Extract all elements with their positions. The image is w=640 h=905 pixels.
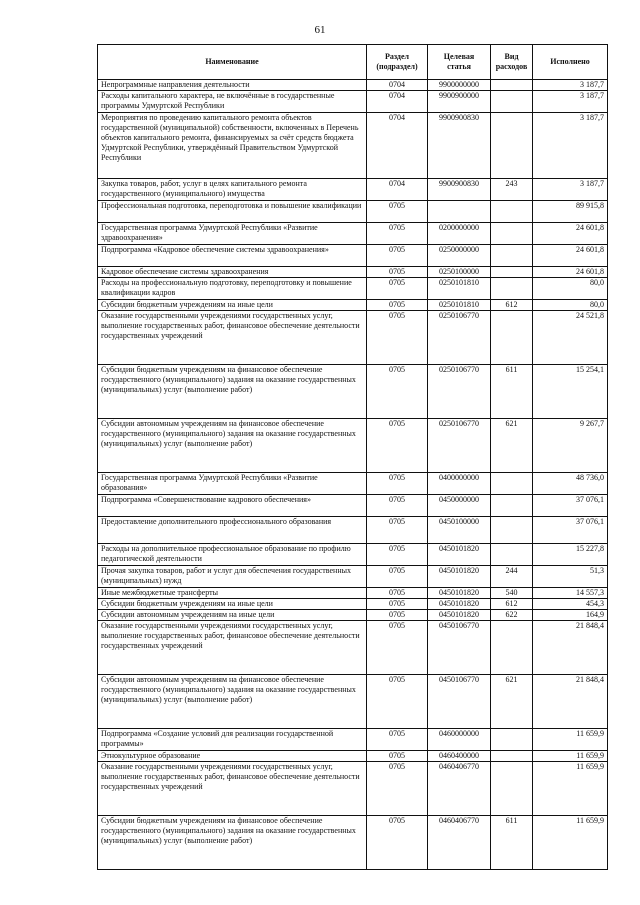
row-section: 0705	[367, 495, 428, 517]
header-executed: Исполнено	[533, 45, 608, 80]
row-amount: 3 187,7	[533, 113, 608, 179]
row-amount: 11 659,9	[533, 816, 608, 870]
row-amount: 11 659,9	[533, 729, 608, 751]
row-amount: 11 659,9	[533, 762, 608, 816]
row-target: 0460406770	[428, 762, 491, 816]
row-section: 0705	[367, 311, 428, 365]
row-name: Субсидии автономным учреждениям на иные цели	[98, 610, 367, 621]
row-amount: 21 848,4	[533, 621, 608, 675]
page-number: 61	[314, 24, 326, 36]
row-kind	[491, 201, 533, 223]
row-section: 0705	[367, 473, 428, 495]
row-target: 9900900830	[428, 113, 491, 179]
row-target: 0450101820	[428, 544, 491, 566]
row-amount: 3 187,7	[533, 80, 608, 91]
row-section: 0705	[367, 245, 428, 267]
table-row	[98, 113, 608, 179]
row-amount: 9 267,7	[533, 419, 608, 473]
row-kind	[491, 113, 533, 179]
row-kind: 611	[491, 365, 533, 419]
row-amount: 454,3	[533, 599, 608, 610]
row-kind: 540	[491, 588, 533, 599]
table-row	[98, 517, 608, 544]
row-kind	[491, 245, 533, 267]
row-section: 0705	[367, 267, 428, 278]
row-kind	[491, 517, 533, 544]
row-target: 0250000000	[428, 245, 491, 267]
row-kind: 612	[491, 599, 533, 610]
row-section: 0704	[367, 80, 428, 91]
table-row	[98, 278, 608, 300]
row-name: Государственная программа Удмуртской Республики «Развитие здравоохранения»	[98, 223, 367, 245]
row-name: Субсидии автономным учреждениям на финансовое обеспечение государственного (муниципального) задания на оказание государственных (муниципальных) услуг (выполнение работ)	[98, 419, 367, 473]
row-section: 0705	[367, 300, 428, 311]
row-name: Кадровое обеспечение системы здравоохранения	[98, 267, 367, 278]
row-kind	[491, 473, 533, 495]
row-kind	[491, 278, 533, 300]
row-amount: 89 915,8	[533, 201, 608, 223]
row-name: Оказание государственными учреждениями государственных услуг, выполнение государственных работ, финансовое обеспечение деятельности государственных учреждений	[98, 762, 367, 816]
row-amount: 15 254,1	[533, 365, 608, 419]
table-row	[98, 599, 608, 610]
row-target: 0460000000	[428, 729, 491, 751]
table-row	[98, 245, 608, 267]
table-row	[98, 201, 608, 223]
row-section: 0705	[367, 544, 428, 566]
row-name: Государственная программа Удмуртской Республики «Развитие образования»	[98, 473, 367, 495]
row-target: 0450106770	[428, 675, 491, 729]
row-section: 0705	[367, 365, 428, 419]
row-target: 0450106770	[428, 621, 491, 675]
table-row	[98, 419, 608, 473]
row-kind: 612	[491, 300, 533, 311]
row-target: 0250101810	[428, 300, 491, 311]
row-section: 0705	[367, 599, 428, 610]
row-target: 0450101820	[428, 610, 491, 621]
row-name: Подпрограмма «Кадровое обеспечение системы здравоохранения»	[98, 245, 367, 267]
table-row	[98, 473, 608, 495]
table-row	[98, 675, 608, 729]
table-row	[98, 495, 608, 517]
table-row	[98, 179, 608, 201]
row-name: Оказание государственными учреждениями государственных услуг, выполнение государственных работ, финансовое обеспечение деятельности государственных учреждений	[98, 311, 367, 365]
row-amount: 14 557,3	[533, 588, 608, 599]
row-section: 0705	[367, 419, 428, 473]
row-kind	[491, 544, 533, 566]
row-amount: 21 848,4	[533, 675, 608, 729]
row-target: 9900900830	[428, 179, 491, 201]
row-target: 0250106770	[428, 365, 491, 419]
row-kind: 243	[491, 179, 533, 201]
table-row	[98, 816, 608, 870]
row-name: Субсидии бюджетным учреждениям на иные цели	[98, 599, 367, 610]
row-section: 0705	[367, 816, 428, 870]
row-amount: 3 187,7	[533, 179, 608, 201]
row-amount: 80,0	[533, 300, 608, 311]
table-row	[98, 311, 608, 365]
row-target: 0250106770	[428, 419, 491, 473]
budget-table	[97, 44, 608, 870]
row-section: 0705	[367, 621, 428, 675]
row-amount: 51,3	[533, 566, 608, 588]
row-section: 0704	[367, 179, 428, 201]
row-amount: 11 659,9	[533, 751, 608, 762]
row-target: 9900000000	[428, 80, 491, 91]
row-kind	[491, 311, 533, 365]
table-row	[98, 566, 608, 588]
header-section: Раздел (подраздел)	[367, 45, 428, 80]
row-amount: 24 601,8	[533, 223, 608, 245]
row-target: 0460406770	[428, 816, 491, 870]
row-kind: 611	[491, 816, 533, 870]
row-target: 0450100000	[428, 517, 491, 544]
row-kind	[491, 751, 533, 762]
row-amount: 24 601,8	[533, 267, 608, 278]
row-amount: 24 601,8	[533, 245, 608, 267]
row-target: 0450101820	[428, 588, 491, 599]
row-section: 0705	[367, 751, 428, 762]
header-kind: Вид расходов	[491, 45, 533, 80]
row-name: Субсидии бюджетным учреждениям на финансовое обеспечение государственного (муниципального) задания на оказание государственных (муниципальных) услуг (выполнение работ)	[98, 816, 367, 870]
row-target: 0450101820	[428, 566, 491, 588]
row-name: Предоставление дополнительного профессионального образования	[98, 517, 367, 544]
row-kind	[491, 91, 533, 113]
row-name: Закупка товаров, работ, услуг в целях капитального ремонта государственного (муниципального) имущества	[98, 179, 367, 201]
row-section: 0705	[367, 566, 428, 588]
row-name: Непрограммные направления деятельности	[98, 80, 367, 91]
row-kind	[491, 223, 533, 245]
row-target: 9900900000	[428, 91, 491, 113]
row-amount: 24 521,8	[533, 311, 608, 365]
table-row	[98, 300, 608, 311]
header-target: Целевая статья	[428, 45, 491, 80]
row-section: 0705	[367, 517, 428, 544]
row-kind: 244	[491, 566, 533, 588]
row-name: Субсидии бюджетным учреждениям на финансовое обеспечение государственного (муниципального) задания на оказание государственных (муниципальных) услуг (выполнение работ)	[98, 365, 367, 419]
row-target: 0460400000	[428, 751, 491, 762]
row-amount: 80,0	[533, 278, 608, 300]
row-section: 0704	[367, 91, 428, 113]
row-kind	[491, 267, 533, 278]
table-row	[98, 751, 608, 762]
row-name: Подпрограмма «Совершенствование кадрового обеспечения»	[98, 495, 367, 517]
row-kind	[491, 80, 533, 91]
row-name: Профессиональная подготовка, переподготовка и повышение квалификации	[98, 201, 367, 223]
row-target: 0200000000	[428, 223, 491, 245]
table-header-row	[98, 45, 608, 80]
row-name: Мероприятия по проведению капитального ремонта объектов государственной (муниципальной) собственности, включенных в Перечень объектов капитального ремонта, финансируемых за счёт средств бюджета Удмуртской Республики, утверждённый Правительством Удмуртской Республики	[98, 113, 367, 179]
row-target: 0400000000	[428, 473, 491, 495]
table-row	[98, 610, 608, 621]
table-row	[98, 91, 608, 113]
row-name: Субсидии бюджетным учреждениям на иные цели	[98, 300, 367, 311]
row-section: 0705	[367, 729, 428, 751]
row-amount: 3 187,7	[533, 91, 608, 113]
row-name: Подпрограмма «Создание условий для реализации государственной программы»	[98, 729, 367, 751]
row-section: 0705	[367, 588, 428, 599]
row-section: 0705	[367, 278, 428, 300]
row-amount: 37 076,1	[533, 495, 608, 517]
row-kind	[491, 729, 533, 751]
table-row	[98, 621, 608, 675]
row-kind: 621	[491, 419, 533, 473]
row-section: 0705	[367, 610, 428, 621]
row-section: 0705	[367, 223, 428, 245]
row-name: Расходы капитального характера, не включённые в государственные программы Удмуртской Республики	[98, 91, 367, 113]
row-kind	[491, 495, 533, 517]
row-kind: 621	[491, 675, 533, 729]
row-target: 0250106770	[428, 311, 491, 365]
row-kind	[491, 621, 533, 675]
table-row	[98, 762, 608, 816]
table-row	[98, 729, 608, 751]
table-body	[98, 80, 608, 870]
row-section: 0705	[367, 762, 428, 816]
row-name: Субсидии автономным учреждениям на финансовое обеспечение государственного (муниципального) задания на оказание государственных (муниципальных) услуг (выполнение работ)	[98, 675, 367, 729]
row-name: Прочая закупка товаров, работ и услуг для обеспечения государственных (муниципальных) нужд	[98, 566, 367, 588]
row-name: Оказание государственными учреждениями государственных услуг, выполнение государственных работ, финансовое обеспечение деятельности государственных учреждений	[98, 621, 367, 675]
header-name: Наименование	[98, 45, 367, 80]
row-name: Этнокультурное образование	[98, 751, 367, 762]
row-kind: 622	[491, 610, 533, 621]
table-row	[98, 588, 608, 599]
table-row	[98, 80, 608, 91]
row-amount: 164,9	[533, 610, 608, 621]
row-target: 0250100000	[428, 267, 491, 278]
row-section: 0705	[367, 201, 428, 223]
row-target: 0450000000	[428, 495, 491, 517]
table-row	[98, 223, 608, 245]
table-row	[98, 267, 608, 278]
row-kind	[491, 762, 533, 816]
row-amount: 15 227,8	[533, 544, 608, 566]
row-name: Расходы на дополнительное профессиональное образование по профилю педагогической деятельности	[98, 544, 367, 566]
row-name: Иные межбюджетные трансферты	[98, 588, 367, 599]
row-section: 0705	[367, 675, 428, 729]
row-target: 0250101810	[428, 278, 491, 300]
row-amount: 37 076,1	[533, 517, 608, 544]
row-target	[428, 201, 491, 223]
row-name: Расходы на профессиональную подготовку, переподготовку и повышение квалификации кадров	[98, 278, 367, 300]
row-amount: 48 736,0	[533, 473, 608, 495]
table-row	[98, 365, 608, 419]
table-row	[98, 544, 608, 566]
row-section: 0704	[367, 113, 428, 179]
row-target: 0450101820	[428, 599, 491, 610]
